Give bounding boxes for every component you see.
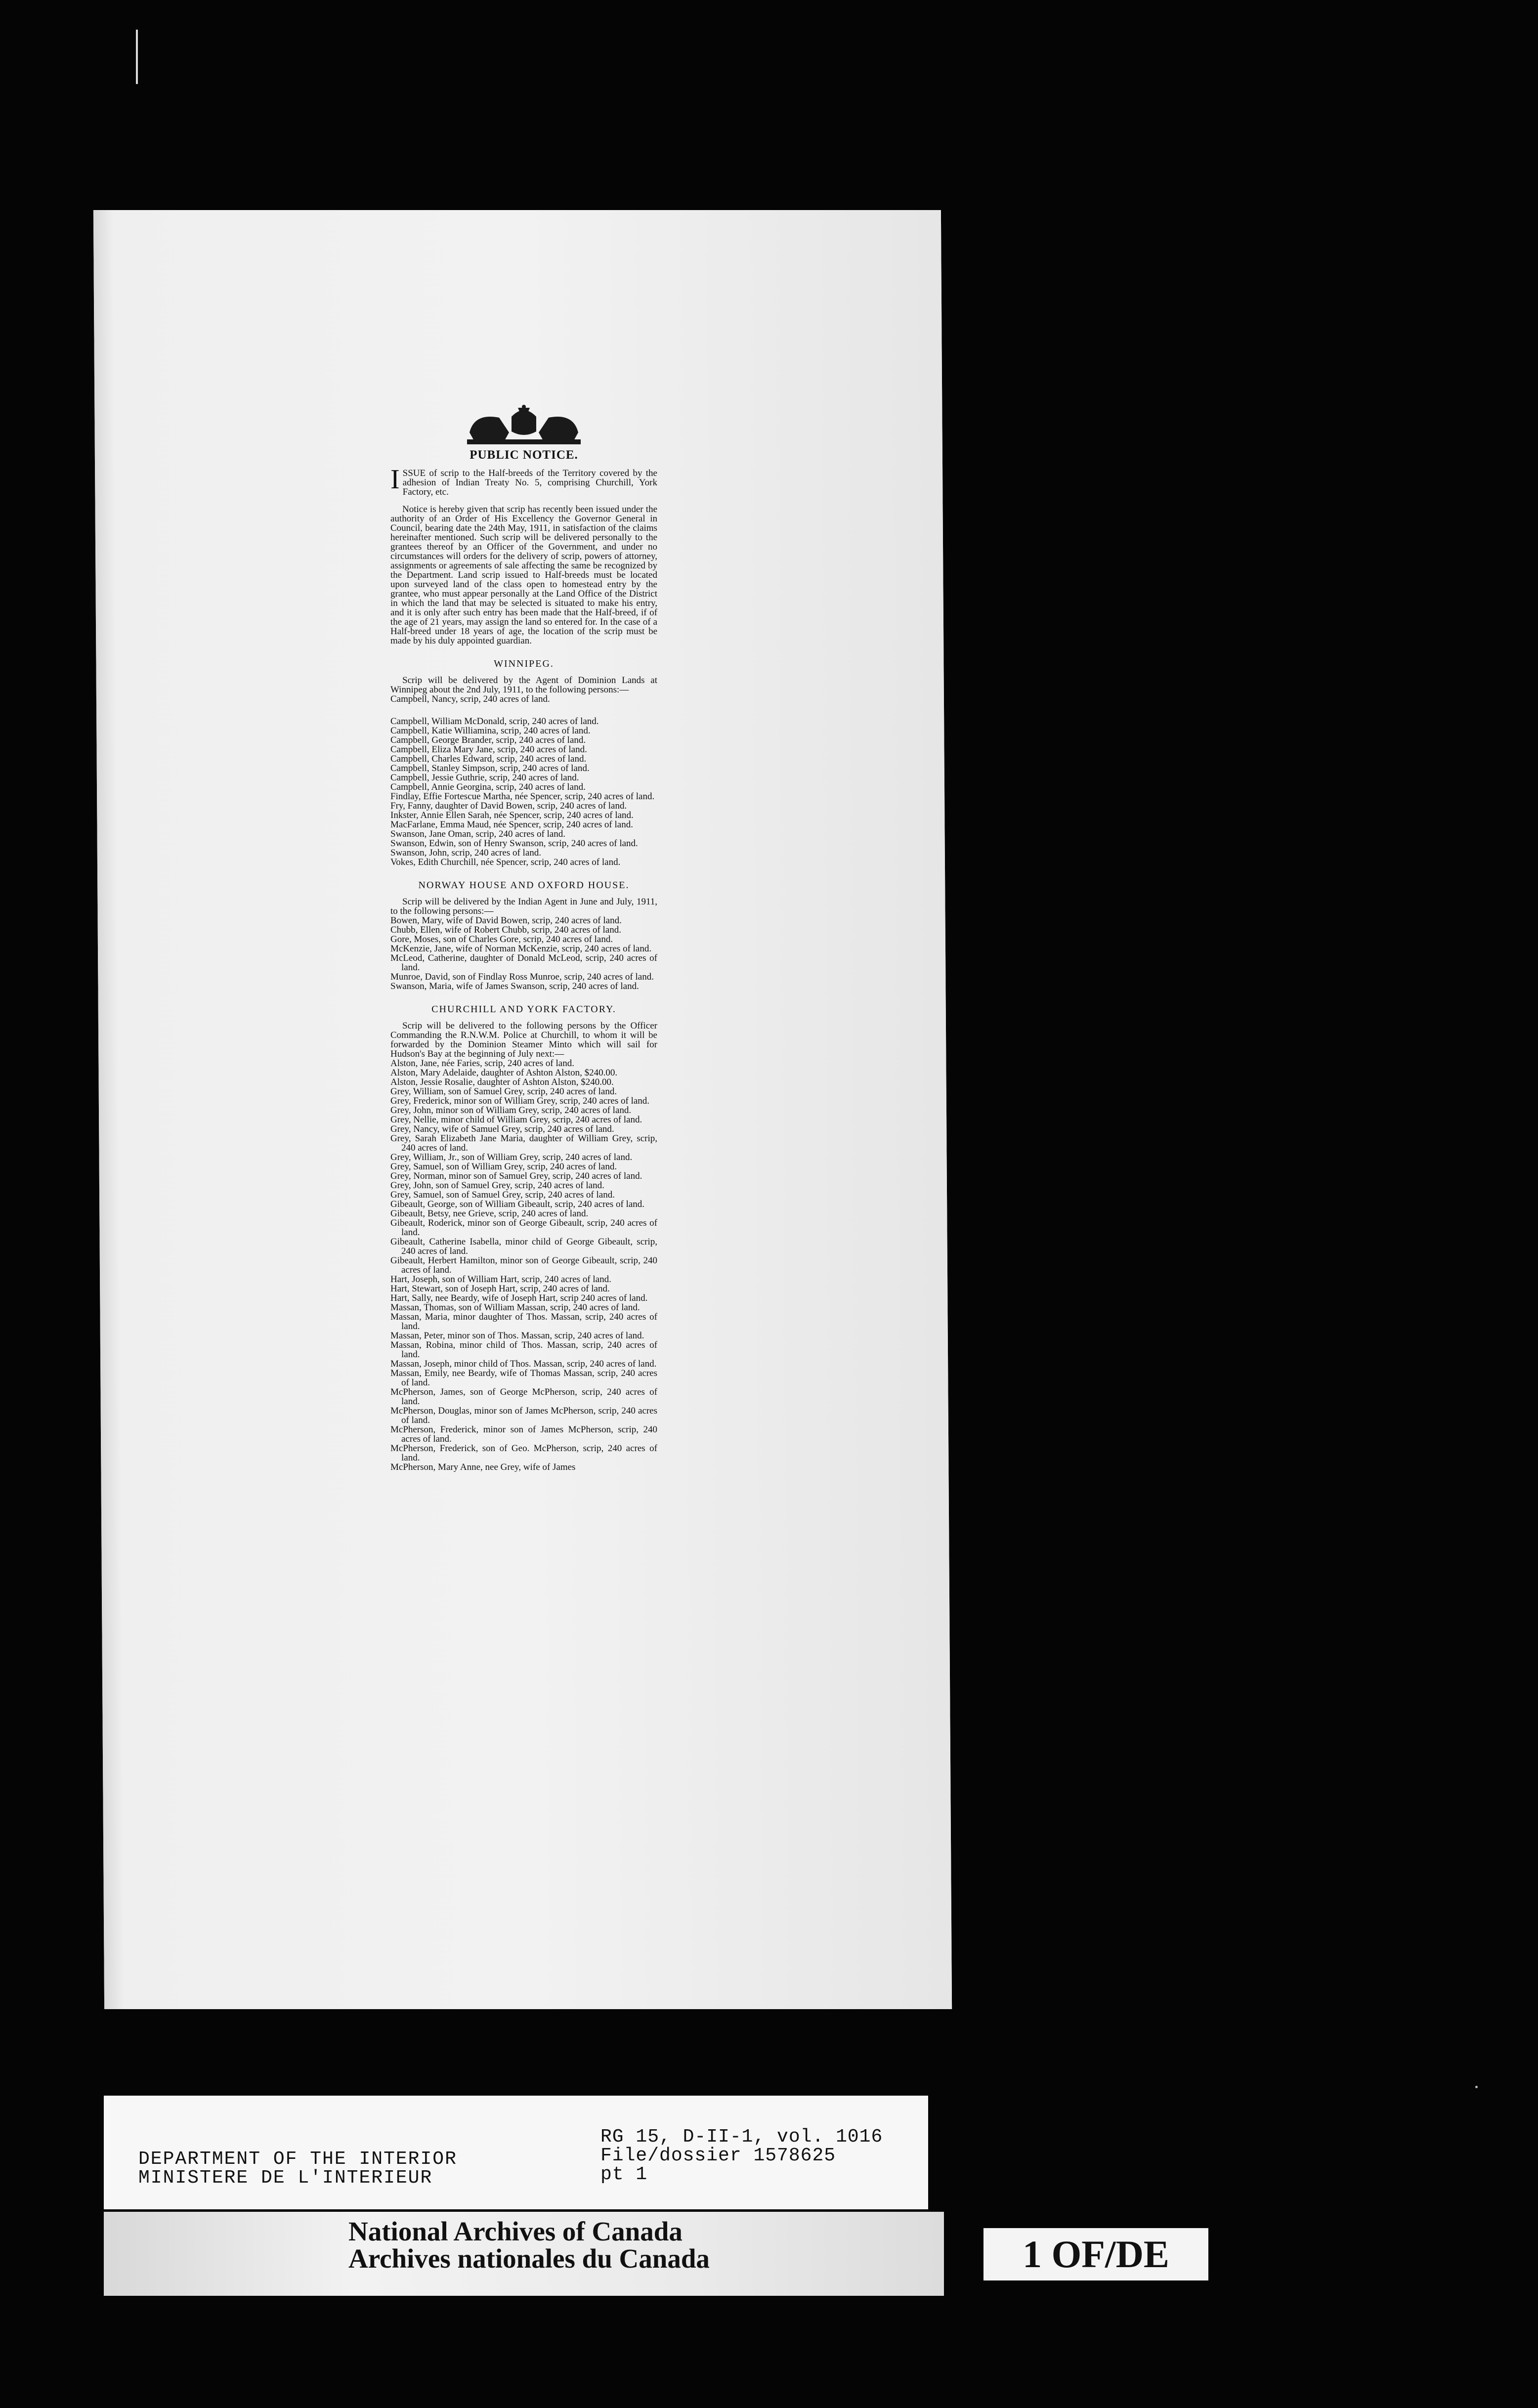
list-item: Munroe, David, son of Findlay Ross Munroe, scrip, 240 acres of land. (390, 972, 654, 982)
list-item: Grey, Samuel, son of William Grey, scrip, 240 acres of land. (390, 1161, 617, 1172)
list-item: Grey, Frederick, minor son of William Grey, scrip, 240 acres of land. (390, 1096, 650, 1106)
notice-intro-text: SSUE of scrip to the Half-breeds of the Territory covered by the adhesion of Indian Treaty No. 5, comprising Churchill, York Factory, etc. (402, 468, 657, 497)
list-item: Grey, John, minor son of William Grey, scrip, 240 acres of land. (390, 1105, 632, 1116)
section-intro-churchill: Scrip will be delivered to the following persons by the Officer Commanding the R.N.W.M. Police at Churchill, to whom it will be forwarded by the Dominion Steamer Minto which will sail for Hudson's Bay at the beginning of July next:— (390, 1021, 657, 1059)
list-item: Inkster, Annie Ellen Sarah, née Spencer, scrip, 240 acres of land. (390, 810, 634, 820)
list-item: Grey, John, son of Samuel Grey, scrip, 240 acres of land. (390, 1180, 604, 1191)
list-item: Bowen, Mary, wife of David Bowen, scrip, 240 acres of land. (390, 915, 622, 926)
list-item: Campbell, Jessie Guthrie, scrip, 240 acres of land. (390, 773, 579, 783)
archives-label (104, 2212, 944, 2296)
section-heading-winnipeg: WINNIPEG. (494, 658, 554, 669)
list-item: Grey, Nellie, minor child of William Grey, scrip, 240 acres of land. (390, 1115, 642, 1125)
list-item: Massan, Robina, minor child of Thos. Massan, scrip, 240 acres of land. (390, 1340, 657, 1360)
reel-label: 1 OF/DE (983, 2228, 1208, 2280)
list-item: Gore, Moses, son of Charles Gore, scrip, 240 acres of land. (390, 934, 613, 945)
drop-cap: I (390, 464, 400, 495)
list-item: MacFarlane, Emma Maud, née Spencer, scrip, 240 acres of land. (390, 819, 633, 830)
norway-house-list (390, 916, 657, 991)
list-item: McPherson, Douglas, minor son of James McPherson, scrip, 240 acres of land. (390, 1406, 657, 1425)
list-item: McPherson, Frederick, son of Geo. McPherson, scrip, 240 acres of land. (390, 1443, 657, 1463)
royal-coat-of-arms-icon (460, 403, 588, 447)
winnipeg-list (390, 717, 657, 867)
file-reference-line: pt 1 (600, 2164, 648, 2185)
list-item: Campbell, Charles Edward, scrip, 240 acres of land. (390, 754, 587, 764)
list-item: Campbell, William McDonald, scrip, 240 acres of land. (390, 716, 599, 727)
list-item: Grey, Samuel, son of Samuel Grey, scrip, 240 acres of land. (390, 1190, 615, 1200)
list-item: Gibeault, Roderick, minor son of George Gibeault, scrip, 240 acres of land. (390, 1218, 657, 1238)
list-item: Alston, Jessie Rosalie, daughter of Ashton Alston, $240.00. (390, 1077, 614, 1087)
churchill-list (390, 1059, 657, 1472)
list-item: Grey, William, son of Samuel Grey, scrip, 240 acres of land. (390, 1086, 617, 1097)
list-item: McLeod, Catherine, daughter of Donald McLeod, scrip, 240 acres of land. (390, 953, 657, 973)
list-item: Gibeault, Herbert Hamilton, minor son of George Gibeault, scrip, 240 acres of land. (390, 1255, 657, 1275)
film-edge-mark (136, 30, 138, 84)
department-label (104, 2096, 928, 2209)
file-reference-line: RG 15, D-II-1, vol. 1016 (600, 2126, 883, 2148)
list-item: Grey, Norman, minor son of Samuel Grey, scrip, 240 acres of land. (390, 1171, 642, 1181)
department-name-en: DEPARTMENT OF THE INTERIOR (138, 2149, 457, 2170)
archives-name-fr: Archives nationales du Canada (348, 2243, 710, 2274)
list-item: McPherson, Frederick, minor son of James McPherson, scrip, 240 acres of land. (390, 1424, 657, 1444)
list-item: Vokes, Edith Churchill, née Spencer, scrip, 240 acres of land. (390, 857, 621, 867)
list-item: Grey, William, Jr., son of William Grey, scrip, 240 acres of land. (390, 1152, 633, 1162)
list-item: Swanson, Maria, wife of James Swanson, scrip, 240 acres of land. (390, 981, 639, 991)
list-item: Gibeault, George, son of William Gibeault, scrip, 240 acres of land. (390, 1199, 645, 1209)
list-item: Massan, Thomas, son of William Massan, scrip, 240 acres of land. (390, 1302, 640, 1313)
notice-title: PUBLIC NOTICE. (470, 448, 578, 462)
file-reference-line: File/dossier 1578625 (600, 2145, 836, 2166)
department-name-fr: MINISTERE DE L'INTERIEUR (138, 2167, 433, 2189)
notice-body: Notice is hereby given that scrip has recently been issued under the authority of an Order of His Excellency the Governor General in Council, bearing date the 24th May, 1911, in satisfaction of the claims hereinafter mentioned. Such scrip will be delivered personally to the grantees thereof by an Officer of the Government, and under no circumstances will orders for the delivery of scrip, powers of attorney, assignments or agreements of sale affecting the same be recognized by the Department. Land scrip issued to Half-breeds must be located upon surveyed land of the class open to homestead entry by the grantee, who must appear personally at the Land Office of the District in which the land that may be selected is situated to make his entry, and it is only after such entry has been made that the Half-breed, if of the age of 21 years, may assign the land so entered for. In the case of a Half-breed under 18 years of age, the location of the scrip must be made by his duly appointed guardian. (390, 504, 657, 646)
list-item: Swanson, Edwin, son of Henry Swanson, scrip, 240 acres of land. (390, 838, 638, 849)
list-item: Massan, Joseph, minor child of Thos. Massan, scrip, 240 acres of land. (390, 1359, 657, 1369)
list-item: Chubb, Ellen, wife of Robert Chubb, scrip, 240 acres of land. (390, 925, 621, 935)
list-item: Campbell, George Brander, scrip, 240 acres of land. (390, 735, 586, 745)
list-item: Fry, Fanny, daughter of David Bowen, scrip, 240 acres of land. (390, 801, 627, 811)
winnipeg-first-list (390, 694, 657, 704)
list-item: McPherson, Mary Anne, nee Grey, wife of James (390, 1462, 576, 1472)
list-item: Grey, Nancy, wife of Samuel Grey, scrip, 240 acres of land. (390, 1124, 614, 1134)
department-name (138, 2150, 457, 2188)
list-item: Campbell, Katie Williamina, scrip, 240 acres of land. (390, 726, 591, 736)
list-item: Hart, Stewart, son of Joseph Hart, scrip, 240 acres of land. (390, 1284, 610, 1294)
list-item: McKenzie, Jane, wife of Norman McKenzie, scrip, 240 acres of land. (390, 944, 652, 954)
list-item: Alston, Mary Adelaide, daughter of Ashton Alston, $240.00. (390, 1068, 618, 1078)
file-reference (600, 2128, 883, 2184)
section-intro-winnipeg: Scrip will be delivered by the Agent of Dominion Lands at Winnipeg about the 2nd July, 1911, to the following persons:— (390, 675, 657, 695)
list-item: Findlay, Effie Fortescue Martha, née Spencer, scrip, 240 acres of land. (390, 791, 655, 802)
list-item: Gibeault, Catherine Isabella, minor child of George Gibeault, scrip, 240 acres of land. (390, 1237, 657, 1256)
list-item: Hart, Joseph, son of William Hart, scrip, 240 acres of land. (390, 1274, 611, 1285)
list-item: Gibeault, Betsy, nee Grieve, scrip, 240 acres of land. (390, 1208, 589, 1219)
list-item: Campbell, Stanley Simpson, scrip, 240 acres of land. (390, 763, 590, 774)
list-item: Alston, Jane, née Faries, scrip, 240 acres of land. (390, 1058, 574, 1069)
archives-name-en: National Archives of Canada (348, 2216, 683, 2246)
list-item: Campbell, Eliza Mary Jane, scrip, 240 acres of land. (390, 744, 587, 755)
list-item: Swanson, John, scrip, 240 acres of land. (390, 848, 542, 858)
notice-column (390, 403, 657, 1472)
list-item: Massan, Maria, minor daughter of Thos. Massan, scrip, 240 acres of land. (390, 1312, 657, 1332)
section-heading-churchill: CHURCHILL AND YORK FACTORY. (431, 1004, 616, 1015)
archives-name (348, 2218, 710, 2272)
list-item: Grey, Sarah Elizabeth Jane Maria, daughter of William Grey, scrip, 240 acres of land. (390, 1133, 657, 1153)
section-heading-norway-house: NORWAY HOUSE AND OXFORD HOUSE. (418, 880, 630, 891)
list-item: McPherson, James, son of George McPherson, scrip, 240 acres of land. (390, 1387, 657, 1407)
list-item: Swanson, Jane Oman, scrip, 240 acres of land. (390, 829, 566, 839)
list-item: Campbell, Nancy, scrip, 240 acres of land. (390, 694, 550, 704)
film-speck (1475, 2086, 1478, 2088)
notice-intro (390, 464, 657, 497)
list-item: Massan, Emily, nee Beardy, wife of Thomas Massan, scrip, 240 acres of land. (390, 1368, 657, 1388)
section-intro-norway-house: Scrip will be delivered by the Indian Agent in June and July, 1911, to the following persons:— (390, 897, 657, 916)
list-item: Massan, Peter, minor son of Thos. Massan, scrip, 240 acres of land. (390, 1331, 644, 1341)
list-item: Campbell, Annie Georgina, scrip, 240 acres of land. (390, 782, 586, 792)
list-item: Hart, Sally, nee Beardy, wife of Joseph Hart, scrip 240 acres of land. (390, 1293, 648, 1303)
